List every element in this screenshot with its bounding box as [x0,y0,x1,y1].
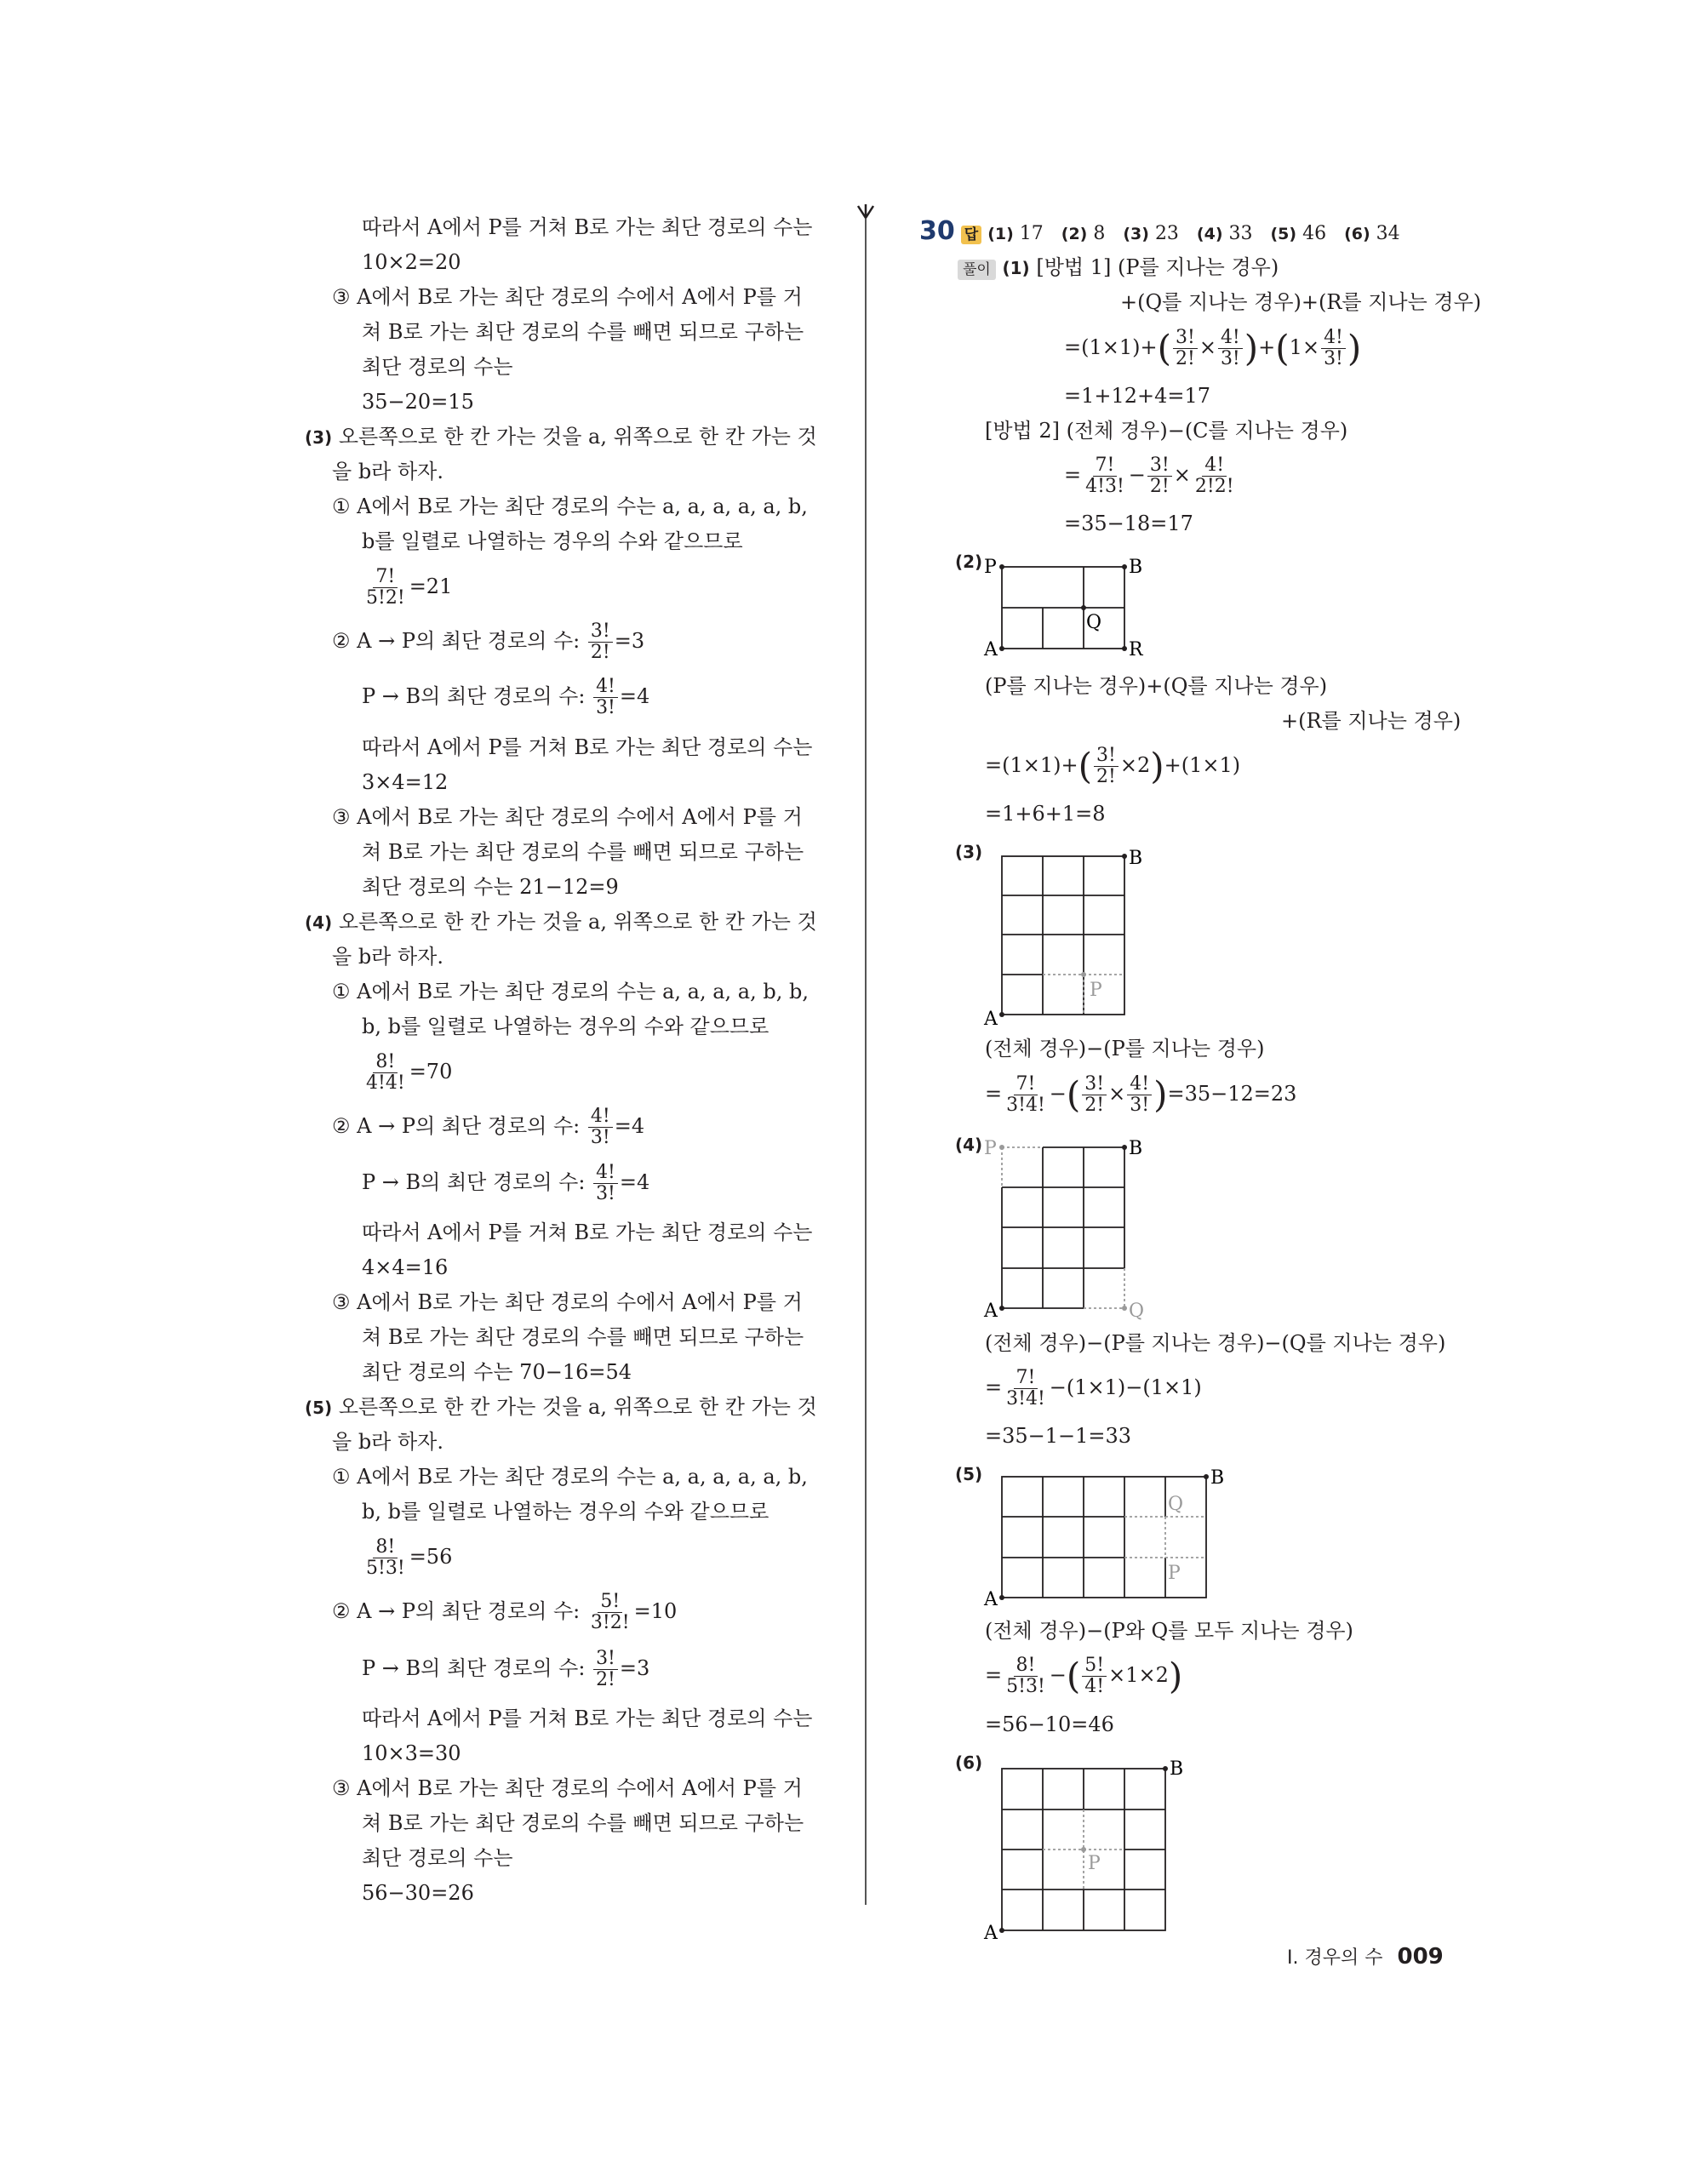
text-line: 최단 경로의 수는 [362,1846,513,1870]
label-P: P [1168,1563,1181,1584]
page-number: 009 [1397,1944,1444,1970]
problem-5-heading: (5) 오른쪽으로 한 칸 가는 것을 a, 위쪽으로 한 칸 가는 것 [305,1395,817,1419]
problem-3-heading: (3) 오른쪽으로 한 칸 가는 것을 a, 위쪽으로 한 칸 가는 것 [305,425,817,449]
text-line: 10×3=30 [362,1741,461,1765]
text-line: (P를 지나는 경우)+(Q를 지나는 경우) [985,674,1328,698]
text-line: b를 일렬로 나열하는 경우의 수와 같으므로 [362,529,743,553]
label-Q: Q [1168,1494,1184,1515]
text-line: ③ A에서 B로 가는 최단 경로의 수에서 A에서 P를 거 [332,805,803,829]
text-line: ① A에서 B로 가는 최단 경로의 수는 a, a, a, a, a, b, [332,495,808,518]
text-line: b, b를 일렬로 나열하는 경우의 수와 같으므로 [362,1500,769,1524]
text-line: 쳐 B로 가는 최단 경로의 수를 빼면 되므로 구하는 [362,840,804,864]
page-footer [1287,1943,1444,1972]
formula: = $\frac{8!}{5!3!}$ −( $\frac{5!}{4!}$ ×1×2) [985,1655,1183,1697]
column-divider [865,211,867,1905]
text-line: 4×4=16 [362,1255,449,1279]
label-A: A [984,1589,998,1607]
text-line: 56−30=26 [362,1881,474,1905]
answer-badge: 답 [961,226,981,244]
text-line: 을 b라 하자. [332,1430,443,1454]
text-line: (전체 경우)−(P를 지나는 경우)−(Q를 지나는 경우) [985,1331,1446,1355]
label-B: B [1210,1467,1225,1489]
text-line: ③ A에서 B로 가는 최단 경로의 수에서 A에서 P를 거 [332,1776,803,1800]
formula: =1+6+1=8 [985,802,1106,826]
text-line: 따라서 A에서 P를 거쳐 B로 가는 최단 경로의 수는 [362,735,813,759]
formula: = $\frac{7!}{3!4!}$ −( $\frac{3!}{2!}$ × $\frac{4!}{3!}$ )=35−12=23 [985,1073,1297,1116]
text-line: [방법 2] (전체 경우)−(C를 지나는 경우) [985,419,1348,443]
answer-header: 30 답 (1) 17 (2) 8 (3) 23 (4) 33 (5) 46 (6) 34 [919,216,1400,246]
text-line: 쳐 B로 가는 최단 경로의 수를 빼면 되므로 구하는 [362,1811,804,1835]
text-line: 3×4=12 [362,770,449,794]
text-line: 따라서 A에서 P를 거쳐 B로 가는 최단 경로의 수는 [362,1221,813,1244]
label-B: B [1170,1758,1184,1780]
formula: = $\frac{7!}{3!4!}$ −(1×1)−(1×1) [985,1367,1202,1409]
formula: =(1×1)+( $\frac{3!}{2!}$ × $\frac{4!}{3!}$ )+(1× $\frac{4!}{3!}$ ) [1064,327,1362,369]
solution-4-label: (4) [955,1135,983,1155]
label-B: B [1129,848,1143,869]
formula: =(1×1)+( $\frac{3!}{2!}$ ×2)+(1×1) [985,745,1241,787]
text-line: ③ A에서 B로 가는 최단 경로의 수에서 A에서 P를 거 [332,285,803,309]
label-Q: Q [1129,1301,1145,1321]
formula: $\frac{8!}{4!4!}$ =70 [366,1051,453,1094]
text-line: 을 b라 하자. [332,460,443,483]
question-number: 30 [919,216,955,246]
text-line: 35−20=15 [362,390,474,414]
formula: = $\frac{7!}{4!3!}$ − $\frac{3!}{2!}$ × $\frac{4!}{2!2!}$ [1064,455,1234,497]
text-line: 따라서 A에서 P를 거쳐 B로 가는 최단 경로의 수는 [362,1707,813,1730]
text-line: ① A에서 B로 가는 최단 경로의 수는 a, a, a, a, b, b, [332,980,809,1003]
label-A: A [984,1923,998,1941]
text-line: 최단 경로의 수는 70−16=54 [362,1360,632,1384]
label-A: A [984,1009,998,1030]
formula: $\frac{7!}{5!2!}$ =21 [366,566,453,609]
text-line: 따라서 A에서 P를 거쳐 B로 가는 최단 경로의 수는 [362,215,813,239]
label-P: P [1090,980,1102,1001]
chapter-title: Ⅰ. 경우의 수 [1287,1947,1383,1969]
text-line: 쳐 B로 가는 최단 경로의 수를 빼면 되므로 구하는 [362,1325,804,1349]
grid-diagram-2 [979,552,1166,662]
divider-ornament-icon [853,203,878,220]
label-P: P [984,1138,997,1159]
label-B: B [1129,557,1143,578]
formula: $\frac{8!}{5!3!}$ =56 [366,1536,453,1579]
text-line: 10×2=20 [362,250,461,274]
solution-5-label: (5) [955,1464,983,1484]
formula: P → B의 최단 경로의 수: $\frac{4!}{3!}$ =4 [362,1162,650,1204]
text-line: 최단 경로의 수는 21−12=9 [362,875,619,899]
formula: P → B의 최단 경로의 수: $\frac{3!}{2!}$ =3 [362,1648,650,1690]
label-P: P [984,557,997,578]
formula: ② A → P의 최단 경로의 수: $\frac{5!}{3!2!}$ =10 [332,1591,678,1633]
grid-diagram-3 [979,843,1166,1030]
text-line: ③ A에서 B로 가는 최단 경로의 수에서 A에서 P를 거 [332,1290,803,1314]
solution-1-line: 풀이 (1) [방법 1] (P를 지나는 경우) [958,254,1279,282]
formula: =35−1−1=33 [985,1424,1132,1448]
text-line: (전체 경우)−(P와 Q를 모두 지나는 경우) [985,1619,1353,1643]
formula: +(Q를 지나는 경우)+(R를 지나는 경우) [1120,290,1482,314]
label-B: B [1129,1138,1143,1159]
solution-3-label: (3) [955,842,983,862]
formula: P → B의 최단 경로의 수: $\frac{4!}{3!}$ =4 [362,676,650,718]
problem-4-heading: (4) 오른쪽으로 한 칸 가는 것을 a, 위쪽으로 한 칸 가는 것 [305,910,817,934]
formula: =56−10=46 [985,1712,1114,1736]
text-line: (전체 경우)−(P를 지나는 경우) [985,1037,1265,1061]
text-line: +(R를 지나는 경우) [1281,709,1462,733]
formula: =35−18=17 [1064,512,1193,535]
label-A: A [984,1301,998,1321]
text-line: 을 b라 하자. [332,945,443,969]
grid-diagram-5 [979,1462,1226,1607]
label-Q: Q [1086,612,1102,633]
formula: =1+12+4=17 [1064,384,1211,408]
solution-2-label: (2) [955,552,983,572]
solution-6-label: (6) [955,1752,983,1773]
text-line: 최단 경로의 수는 [362,355,513,379]
grid-diagram-4 [979,1134,1166,1321]
text-line: b, b를 일렬로 나열하는 경우의 수와 같으므로 [362,1015,769,1038]
text-line: 쳐 B로 가는 최단 경로의 수를 빼면 되므로 구하는 [362,320,804,344]
text-line: ① A에서 B로 가는 최단 경로의 수는 a, a, a, a, a, b, [332,1465,808,1489]
label-P: P [1088,1853,1101,1874]
formula: ② A → P의 최단 경로의 수: $\frac{3!}{2!}$ =3 [332,620,645,663]
solution-badge: 풀이 [958,260,996,280]
grid-diagram-6 [979,1753,1200,1941]
formula: ② A → P의 최단 경로의 수: $\frac{4!}{3!}$ =4 [332,1106,645,1148]
label-A: A [984,639,998,660]
label-R: R [1129,639,1143,660]
